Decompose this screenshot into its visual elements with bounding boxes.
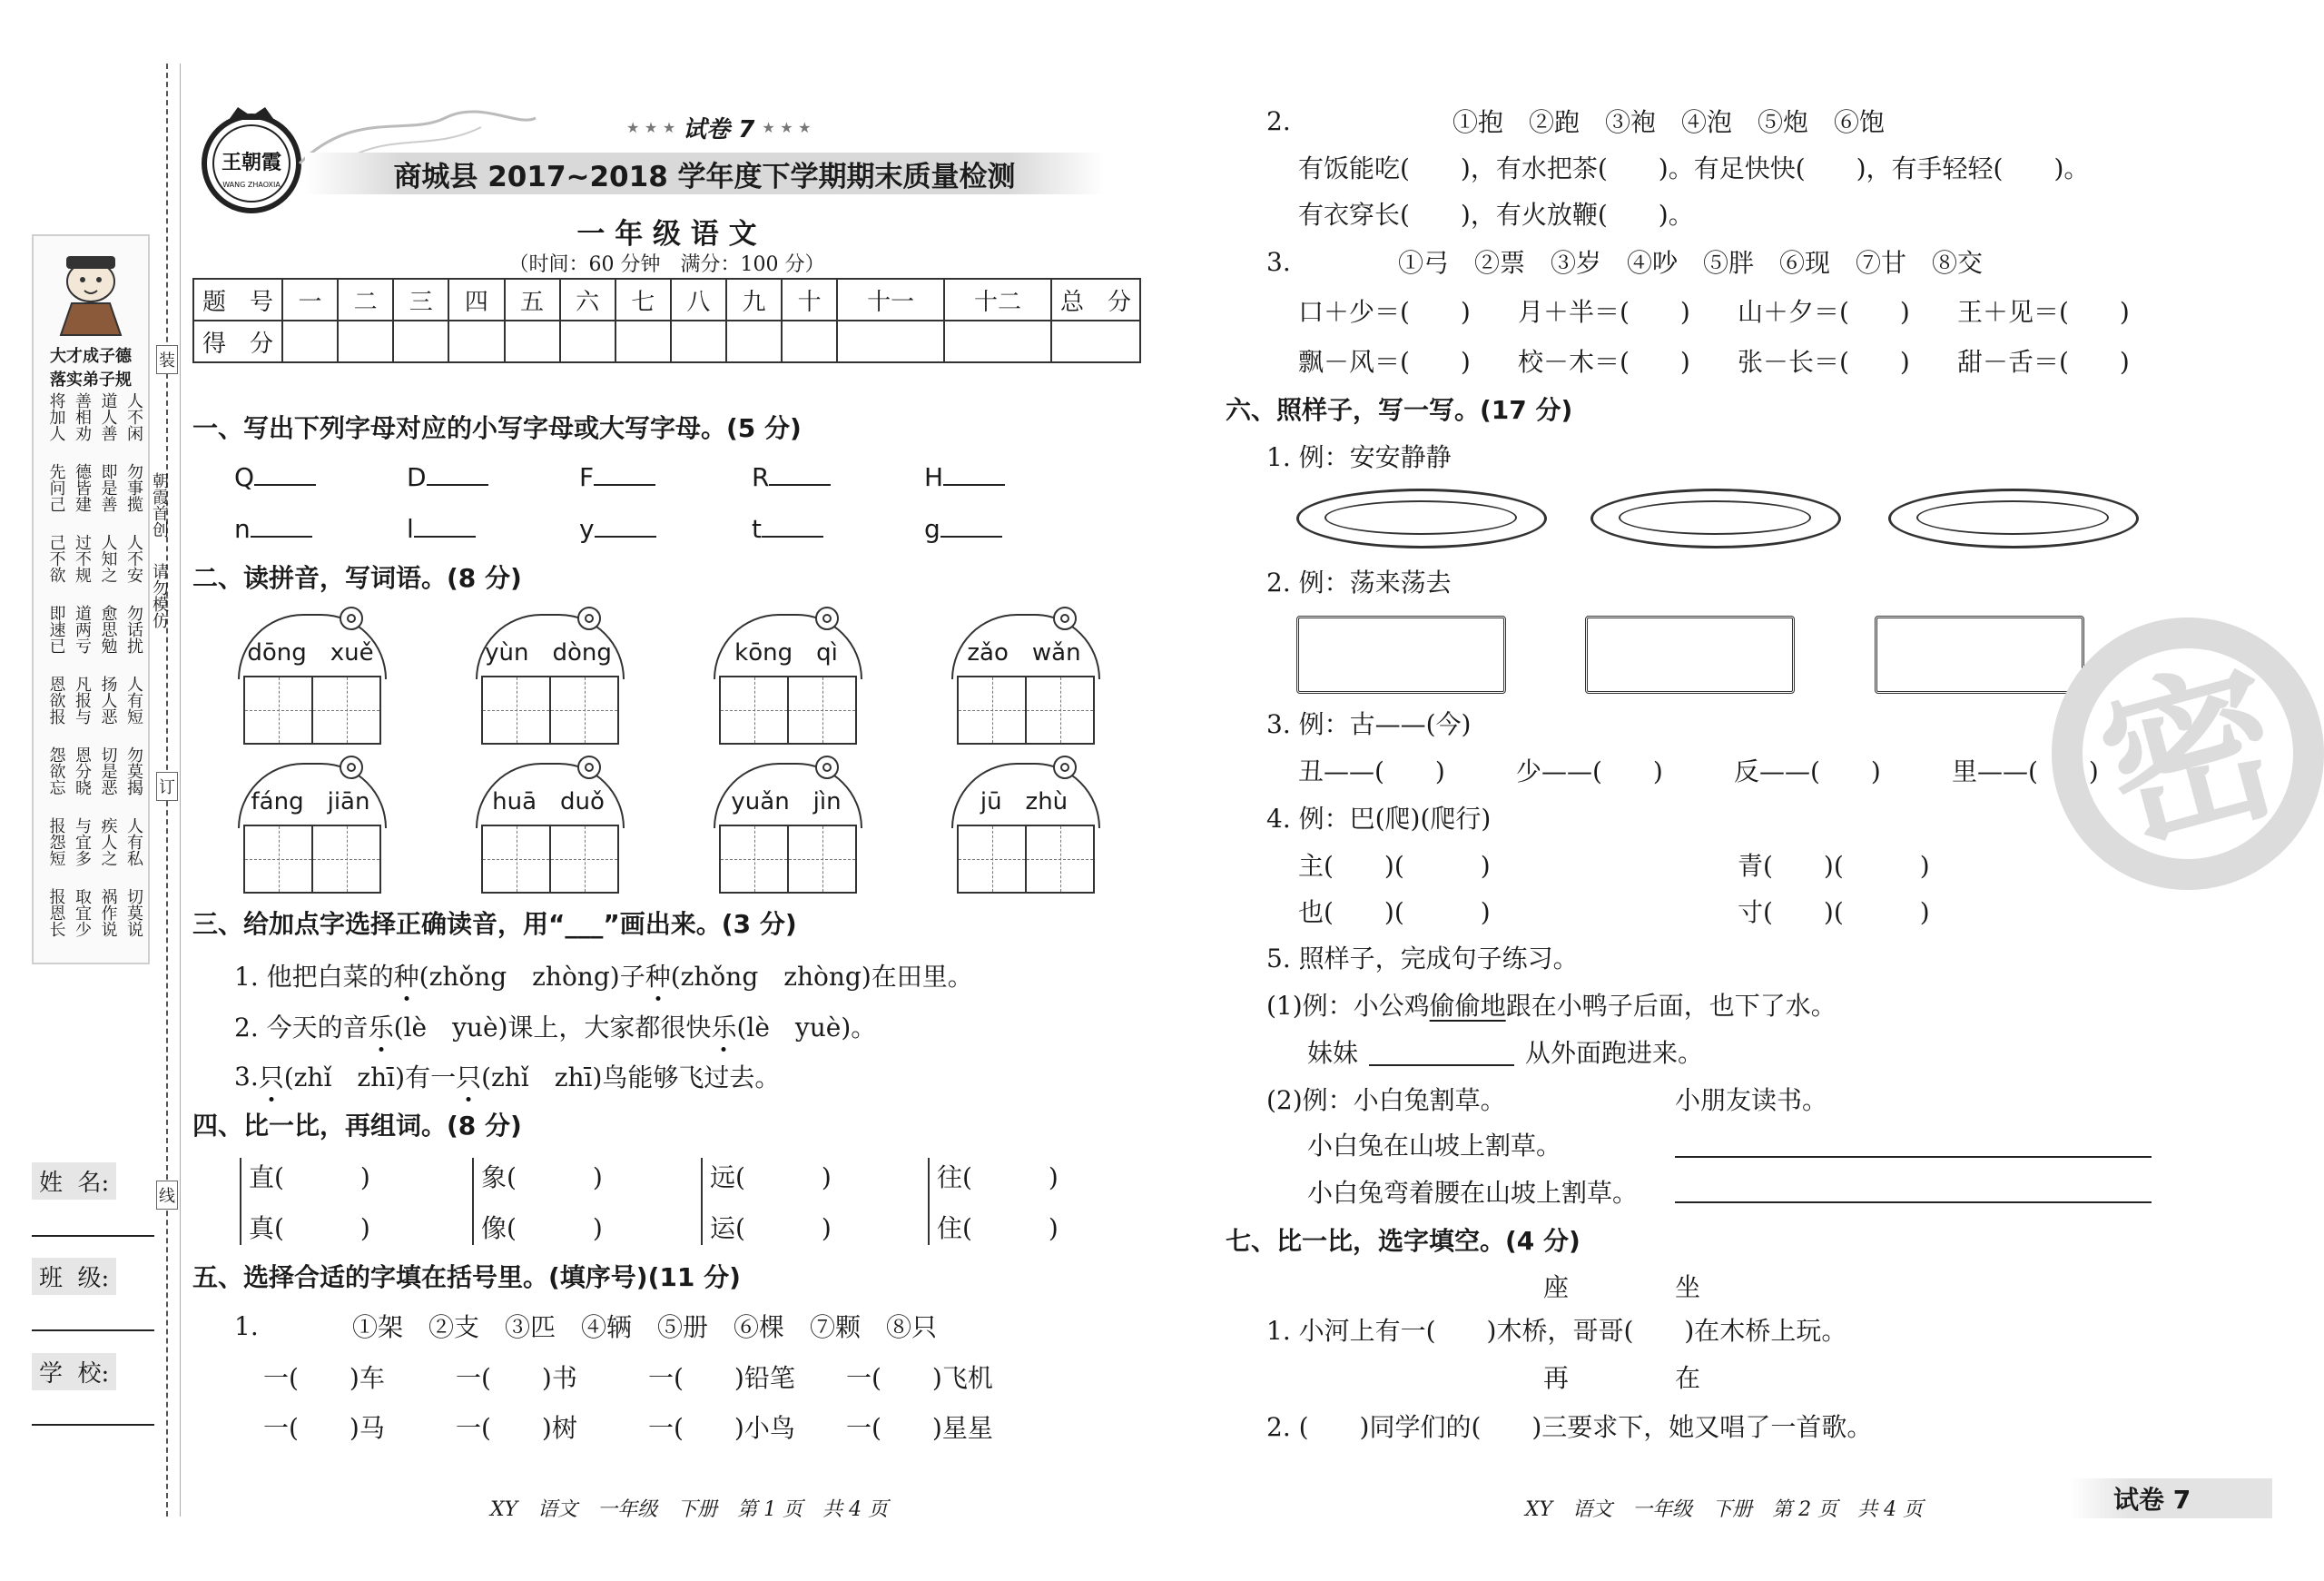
motto-col: 人不闲	[124, 392, 143, 441]
exam-time-info: （时间：60 分钟 满分：100 分）	[508, 252, 825, 276]
fill-blank[interactable]	[1369, 1037, 1514, 1066]
letter-item[interactable]	[234, 462, 407, 492]
motto-col: 报恩长	[46, 888, 66, 937]
seal-line-word: 线	[156, 1181, 178, 1210]
score-cell[interactable]	[505, 321, 560, 362]
letter: H	[924, 461, 944, 492]
compare-item: 直( )	[249, 1162, 370, 1192]
score-cell[interactable]	[944, 321, 1051, 362]
motto-col: 凡报与	[73, 676, 92, 725]
q5-part2-line1[interactable]: 有饭能吃( )，有水把茶( )。有足快快( )，有手轻轻( )。	[1298, 153, 2090, 183]
score-header-cell: 三	[393, 279, 448, 321]
sentence-text: 妹妹	[1307, 1038, 1359, 1068]
choice-char: 坐	[1675, 1272, 1701, 1302]
q5-part-number: 1.	[234, 1310, 259, 1341]
q3-line-2[interactable]	[234, 1008, 876, 1044]
binding-dashed-line-2	[180, 64, 181, 1517]
letter: g	[924, 513, 940, 544]
dotted-char: 乐	[711, 1008, 736, 1044]
q5-part1-options	[234, 1308, 937, 1344]
q3-title: 三、给加点字选择正确读音，用“___”画出来。(3 分)	[192, 909, 797, 939]
compare-pair[interactable]	[240, 1158, 370, 1245]
q5-part-number: 2.	[1266, 105, 1291, 136]
choice-char: 再	[1543, 1363, 1570, 1393]
motto-col: 扬人恶	[98, 676, 118, 725]
motto-col: 人知之	[98, 534, 118, 583]
letter: R	[752, 461, 770, 492]
score-cell[interactable]	[338, 321, 393, 362]
sentence-text: 从外面跑进来。	[1525, 1038, 1704, 1068]
score-header-cell: 十一	[837, 279, 944, 321]
sentence-text: 跟在小鸭子后面，也下了水。	[1505, 991, 1837, 1021]
measure-blank[interactable]: 一( )飞机	[846, 1363, 993, 1393]
q3-text: (zhǒng zhòng)子	[419, 962, 645, 992]
footer-right: XY 语文 一年级 下册 第 2 页 共 4 页	[1525, 1497, 1924, 1521]
score-header-cell: 十二	[944, 279, 1051, 321]
motto-col: 德皆建	[73, 463, 92, 512]
logo-pinyin: WANG ZHAOXIA	[222, 181, 281, 189]
q5-part3-row1	[1298, 292, 2157, 329]
stars-right: ★ ★ ★	[762, 118, 812, 136]
pinyin-house[interactable]	[476, 614, 621, 741]
q5-part1-row1	[263, 1359, 1039, 1395]
antonym-blank[interactable]: 丑——( )	[1298, 756, 1445, 786]
pinyin-text: dōng xuě	[247, 639, 374, 667]
q5-part3-options	[1266, 243, 1983, 280]
compare-item: 远( )	[710, 1162, 832, 1192]
dotted-char: 只	[259, 1058, 284, 1094]
q6-example-3-items	[1298, 752, 2170, 788]
q6-sentence-example-2c: 小白兔在山坡上割草。	[1307, 1131, 1562, 1161]
pinyin-text: yuǎn jìn	[731, 788, 842, 815]
seal-line-word: 装	[156, 345, 178, 374]
motto-col: 道两亏	[73, 605, 92, 654]
letter-item[interactable]	[234, 514, 407, 544]
motto-col: 道人善	[98, 392, 118, 441]
answer-line[interactable]	[1675, 1156, 2152, 1158]
score-header-cell: 题 号	[193, 279, 282, 321]
compare-item: 运( )	[710, 1213, 832, 1243]
pinyin-house[interactable]	[238, 614, 383, 741]
dotted-char: 种	[645, 957, 671, 993]
q1-row-2	[234, 510, 1097, 547]
score-header-cell: 四	[448, 279, 504, 321]
motto-col: 将加人	[46, 392, 66, 441]
q3-line-3[interactable]	[234, 1058, 780, 1094]
score-header-cell: 一	[282, 279, 338, 321]
antonym-blank[interactable]: 反——( )	[1734, 756, 1881, 786]
logo-text: 王朝霞	[221, 151, 282, 174]
sidebar-di-zi-gui-text	[39, 392, 143, 955]
letter-item[interactable]	[924, 462, 1097, 492]
pinyin-text: huā duǒ	[492, 788, 605, 815]
q5-part1-row2	[263, 1408, 1039, 1445]
sidebar-motto-panel	[32, 234, 150, 964]
q6-title: 六、照样子，写一写。(17 分)	[1226, 395, 1573, 425]
q7-pair-1	[1543, 1268, 1700, 1304]
motto-col: 愈思勉	[98, 605, 118, 654]
pinyin-house[interactable]	[714, 763, 859, 890]
letter: Q	[234, 461, 255, 492]
letter: n	[234, 513, 251, 544]
score-cell[interactable]	[782, 321, 837, 362]
q5-options: ①弓 ②票 ③岁 ④吵 ⑤胖 ⑥现 ⑦甘 ⑧交	[1398, 248, 1984, 278]
motto-col: 过不规	[73, 534, 92, 583]
compare-pair[interactable]	[472, 1158, 603, 1245]
paper-number: 试卷 7	[683, 115, 755, 143]
answer-box[interactable]	[1585, 616, 1795, 694]
q3-text: (zhǐ zhī)有一	[283, 1062, 457, 1092]
side-note-no-copy: 请勿模仿	[150, 563, 169, 628]
letter: t	[752, 513, 762, 544]
exam-title: 商城县 2017~2018 学年度下学期期末质量检测	[393, 160, 1016, 193]
score-header-cell: 二	[338, 279, 393, 321]
answer-box[interactable]	[1875, 616, 2084, 694]
score-cell[interactable]	[837, 321, 944, 362]
q3-line-1[interactable]	[234, 957, 973, 993]
dotted-char: 种	[394, 957, 419, 993]
q6-example-3: 3. 例：古——(今)	[1266, 709, 1472, 739]
answer-plate[interactable]	[1296, 489, 1547, 548]
letter-item[interactable]	[407, 514, 579, 544]
q6-example-2: 2. 例：荡来荡去	[1266, 568, 1452, 598]
dotted-char: 只	[456, 1058, 481, 1094]
letter: y	[579, 513, 595, 544]
q5-options: ①架 ②支 ③匹 ④辆 ⑤册 ⑥棵 ⑦颗 ⑧只	[352, 1312, 938, 1342]
score-cell[interactable]	[448, 321, 504, 362]
motto-col: 己不欲	[46, 534, 66, 583]
q7-line-2[interactable]: 2. ( )同学们的( )三要求下，她又唱了一首歌。	[1266, 1412, 1873, 1442]
motto-col: 与宜多	[73, 817, 92, 866]
school-label: 学 校:	[32, 1353, 116, 1390]
stars-left: ★ ★ ★	[626, 118, 676, 136]
score-row-label: 得 分	[193, 321, 282, 362]
motto-col: 取宜少	[73, 888, 92, 937]
measure-blank[interactable]: 一( )树	[456, 1413, 577, 1443]
letter: D	[407, 461, 427, 492]
q5-options: ①抱 ②跑 ③袍 ④泡 ⑤炮 ⑥饱	[1452, 107, 1886, 137]
antonym-blank[interactable]: 少——( )	[1516, 756, 1663, 786]
sentence-text: (1)例：小公鸡	[1266, 991, 1430, 1021]
measure-blank[interactable]: 一( )书	[456, 1363, 577, 1393]
q3-text: (zhǒng zhòng)在田里。	[670, 962, 973, 992]
q7-title: 七、比一比，选字填空。(4 分)	[1226, 1226, 1581, 1256]
radical-blank[interactable]: 也( )( )	[1298, 897, 1491, 927]
score-header-cell: 七	[615, 279, 671, 321]
compare-item: 住( )	[937, 1213, 1059, 1243]
score-header-cell: 六	[560, 279, 615, 321]
motto-col: 即速已	[46, 605, 66, 654]
letter: F	[579, 461, 595, 492]
q2-title: 二、读拼音，写词语。(8 分)	[192, 563, 522, 593]
pinyin-text: yùn dòng	[485, 639, 612, 667]
score-header-cell: 五	[505, 279, 560, 321]
score-cell[interactable]	[282, 321, 338, 362]
score-header-cell: 总 分	[1051, 279, 1140, 321]
motto-col: 祸作说	[98, 888, 118, 937]
q6-example-5: 5. 照样子，完成句子练习。	[1266, 944, 1579, 973]
motto-col: 勿事揽	[124, 463, 143, 512]
motto-col: 先问己	[46, 463, 66, 512]
radical-blank[interactable]: 寸( )( )	[1738, 897, 1930, 927]
footer-left: XY 语文 一年级 下册 第 1 页 共 4 页	[490, 1497, 889, 1521]
score-table	[192, 278, 1141, 363]
char-equation[interactable]: 甜－舌＝( )	[1957, 347, 2130, 377]
motto-col: 人不安	[124, 534, 143, 583]
letter-item[interactable]	[579, 462, 752, 492]
motto-col: 切是恶	[98, 746, 118, 795]
class-label: 班 级:	[32, 1258, 116, 1295]
char-equation[interactable]: 口＋少＝( )	[1298, 297, 1471, 327]
secret-watermark	[2052, 618, 2324, 890]
pinyin-text: fáng jiān	[251, 788, 370, 815]
q6-sentence-example-1	[1266, 986, 1837, 1023]
motto-col: 恩分晓	[73, 746, 92, 795]
q6-sentence-task-1	[1307, 1033, 1703, 1070]
q3-text: 2. 今天的音	[234, 1013, 369, 1042]
q1-row-1	[234, 459, 1097, 495]
letter-item[interactable]	[407, 462, 579, 492]
motto-col: 即是善	[98, 463, 118, 512]
q7-pair-2	[1543, 1359, 1700, 1395]
char-equation[interactable]: 月＋半＝( )	[1518, 297, 1690, 327]
score-header-cell: 九	[726, 279, 782, 321]
measure-blank[interactable]: 一( )车	[263, 1363, 385, 1393]
compare-item: 往( )	[937, 1162, 1059, 1192]
char-equation[interactable]: 飘－风＝( )	[1298, 347, 1471, 377]
pinyin-house[interactable]	[476, 763, 621, 890]
q5-title: 五、选择合适的字填在括号里。(填序号)(11 分)	[192, 1262, 741, 1292]
q3-text: 1. 他把白菜的	[234, 962, 394, 992]
letter: l	[407, 513, 414, 544]
pinyin-text: zǎo wǎn	[967, 639, 1081, 667]
motto-col: 恩欲报	[46, 676, 66, 725]
letter-item[interactable]	[752, 462, 924, 492]
score-cell[interactable]	[615, 321, 671, 362]
underlined-word: 偷偷地	[1429, 991, 1506, 1021]
radical-blank[interactable]: 青( )( )	[1738, 851, 1930, 881]
pinyin-house[interactable]	[951, 614, 1097, 741]
q3-text: 3.	[234, 1061, 259, 1092]
q5-part-number: 3.	[1266, 246, 1291, 277]
q6-example-4: 4. 例：巴(爬)(爬行)	[1266, 804, 1492, 834]
q3-text: (lè yuè)。	[736, 1013, 877, 1042]
measure-blank[interactable]: 一( )星星	[846, 1413, 993, 1443]
measure-blank[interactable]: 一( )铅笔	[648, 1363, 795, 1393]
answer-plate[interactable]	[1590, 489, 1841, 548]
q6-example-1: 1. 例：安安静静	[1266, 442, 1452, 472]
q3-text: (lè yuè)课上，大家都很快	[393, 1013, 712, 1042]
compare-item: 像( )	[481, 1213, 603, 1243]
scholar-figure-icon	[34, 240, 148, 340]
answer-plate[interactable]	[1888, 489, 2139, 548]
sidebar-motto-bottom: 落实弟子规	[50, 371, 132, 390]
q1-title: 一、写出下列字母对应的小写字母或大写字母。(5 分)	[192, 413, 802, 443]
compare-item: 真( )	[249, 1213, 370, 1243]
score-cell[interactable]	[671, 321, 726, 362]
char-equation[interactable]: 山＋夕＝( )	[1738, 297, 1910, 327]
choice-char: 座	[1543, 1272, 1570, 1302]
score-cell[interactable]	[726, 321, 782, 362]
q6-example-4-row1	[1298, 846, 1930, 883]
q5-part3-row2	[1298, 342, 2157, 379]
letter-item[interactable]	[752, 514, 924, 544]
score-header-cell: 十	[782, 279, 837, 321]
school-input-line[interactable]	[32, 1424, 154, 1426]
motto-col: 报怨短	[46, 817, 66, 866]
compare-pair[interactable]	[701, 1158, 832, 1245]
q6-example-4-row2	[1298, 893, 1930, 929]
antonym-blank[interactable]: 里——( )	[1952, 756, 2099, 786]
class-input-line[interactable]	[32, 1329, 154, 1331]
motto-col: 人有短	[124, 676, 143, 725]
footer-corner-paper-no: 试卷 7	[2113, 1485, 2191, 1515]
subject-title: 一 年 级 语 文	[576, 217, 757, 251]
pinyin-house[interactable]	[951, 763, 1097, 890]
motto-col: 怨欲忘	[46, 746, 66, 795]
pinyin-house[interactable]	[238, 763, 383, 890]
motto-col: 勿莫揭	[124, 746, 143, 795]
q6-sentence-example-2b: 小朋友读书。	[1675, 1085, 1828, 1115]
choice-char: 在	[1675, 1363, 1701, 1393]
name-label: 姓 名:	[32, 1162, 116, 1200]
score-cell[interactable]	[393, 321, 448, 362]
radical-blank[interactable]: 主( )( )	[1298, 851, 1491, 881]
q5-part2-line2[interactable]: 有衣穿长( )，有火放鞭( )。	[1298, 200, 1694, 230]
q7-line-1[interactable]: 1. 小河上有一( )木桥，哥哥( )在木桥上玩。	[1266, 1316, 1847, 1346]
answer-box[interactable]	[1296, 616, 1506, 694]
compare-pair[interactable]	[928, 1158, 1059, 1245]
q4-title: 四、比一比，再组词。(8 分)	[192, 1111, 522, 1141]
dotted-char: 乐	[369, 1008, 394, 1044]
measure-blank[interactable]: 一( )小鸟	[648, 1413, 795, 1443]
char-equation[interactable]: 校－木＝( )	[1518, 347, 1690, 377]
answer-line[interactable]	[1675, 1201, 2152, 1203]
pinyin-house[interactable]	[714, 614, 859, 741]
brand-logo	[192, 100, 310, 218]
score-total-cell[interactable]	[1051, 321, 1140, 362]
q5-part2-options	[1266, 103, 1885, 139]
q3-text: (zhǐ zhī)鸟能够飞过去。	[481, 1062, 781, 1092]
sidebar-motto-top: 大才成子德	[50, 347, 132, 366]
seal-line-word: 订	[156, 772, 178, 801]
motto-col: 疾人之	[98, 817, 118, 866]
q6-sentence-example-2d: 小白兔弯着腰在山坡上割草。	[1307, 1178, 1639, 1208]
score-header-cell: 八	[671, 279, 726, 321]
char-equation[interactable]: 张－长＝( )	[1738, 347, 1910, 377]
motto-col: 切莫说	[124, 888, 143, 937]
motto-col: 勿话扰	[124, 605, 143, 654]
paper-number-row	[626, 111, 812, 143]
letter-item[interactable]	[924, 514, 1097, 544]
compare-item: 象( )	[481, 1162, 603, 1192]
watermark-char: 密	[2082, 637, 2301, 876]
pinyin-text: jū zhù	[980, 788, 1068, 815]
name-input-line[interactable]	[32, 1235, 154, 1237]
side-note-original: 朝霞首创	[150, 472, 169, 538]
pinyin-text: kōng qì	[734, 639, 838, 667]
motto-col: 人有私	[124, 817, 143, 866]
letter-item[interactable]	[579, 514, 752, 544]
score-cell[interactable]	[560, 321, 615, 362]
char-equation[interactable]: 王＋见＝( )	[1957, 297, 2130, 327]
motto-col: 善相劝	[73, 392, 92, 441]
measure-blank[interactable]: 一( )马	[263, 1413, 385, 1443]
q6-sentence-example-2a: (2)例：小白兔割草。	[1266, 1085, 1506, 1115]
